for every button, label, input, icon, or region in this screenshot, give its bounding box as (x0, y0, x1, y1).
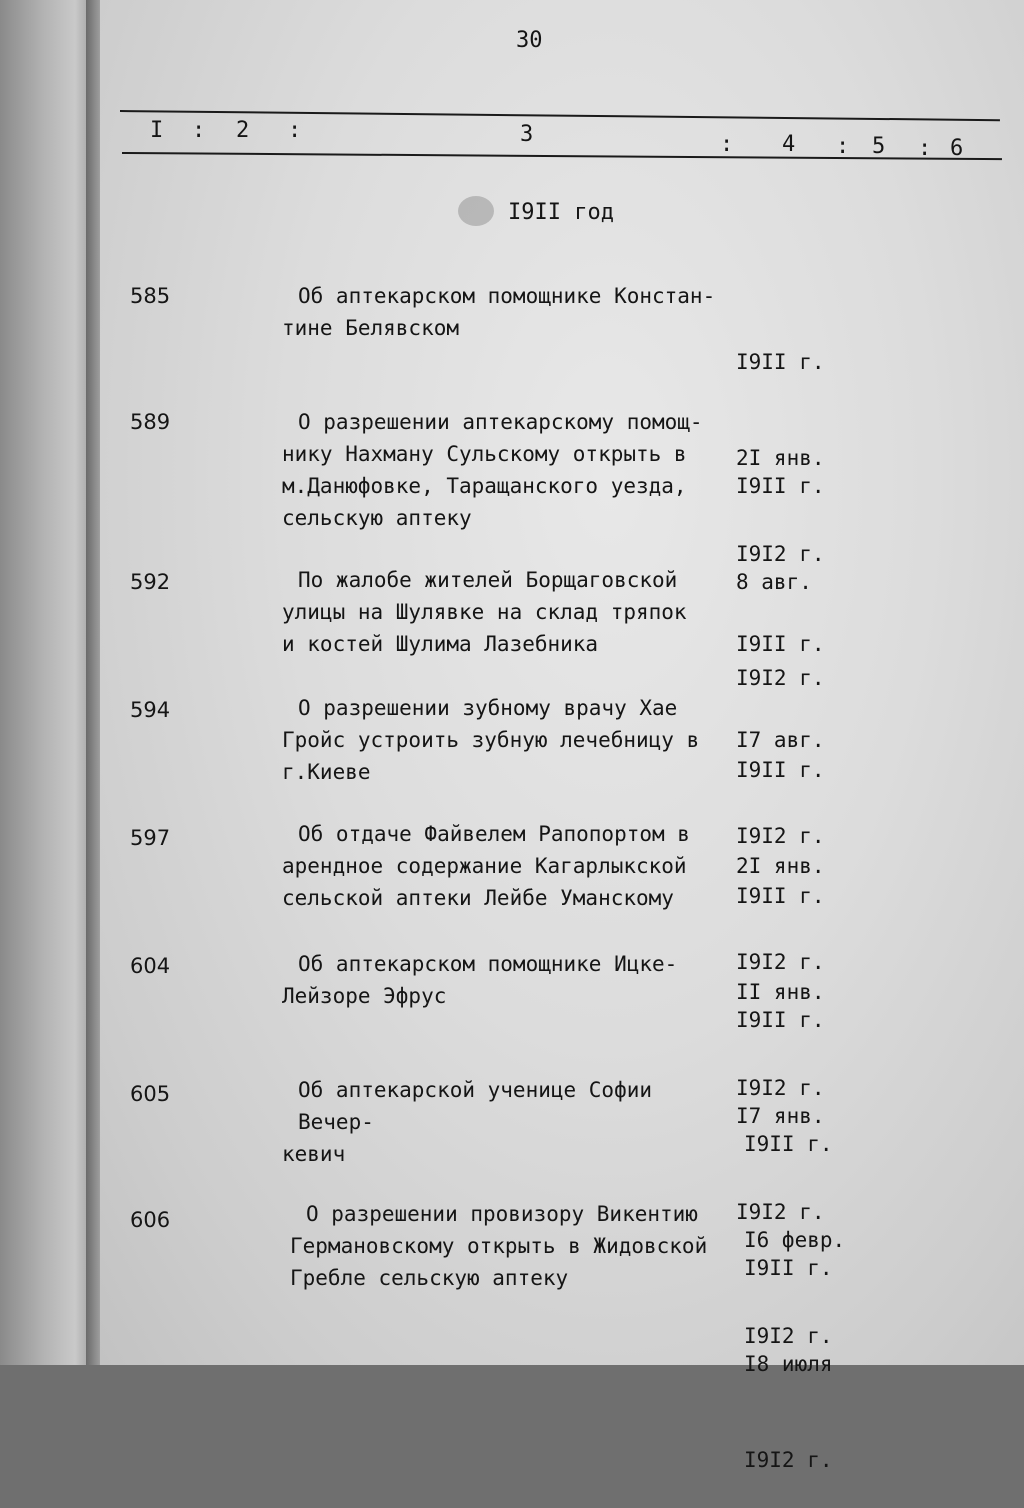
record-number: 605 (130, 1082, 171, 1106)
record-title-line: и костей Шулима Лазебника (282, 632, 599, 656)
record-title-line: нику Нахману Сульскому открыть в (282, 442, 687, 466)
record-title-line: кевич (282, 1142, 346, 1166)
record-title (282, 1074, 722, 1170)
record-title (282, 406, 722, 534)
record-title (290, 1198, 730, 1294)
faded-stamp-mark (458, 196, 494, 226)
record-title (282, 280, 722, 344)
record-number: 589 (130, 410, 171, 434)
record-number: 606 (130, 1208, 171, 1232)
record-date-line: I9II г. (736, 350, 825, 374)
record-date-line: I9II г. (744, 1256, 833, 1280)
record-date-line: I9II г. (736, 474, 825, 498)
record-date-line: I9I2 г. (736, 950, 825, 974)
record-title-line: О разрешении зубному врачу Хае (298, 696, 678, 720)
record-number: 592 (130, 570, 171, 594)
column-header-1: I (150, 118, 164, 143)
record-title-line: Гребле сельскую аптеку (290, 1266, 569, 1290)
record-date-line: I9II г. (744, 1132, 833, 1156)
column-header-6: 6 (950, 136, 964, 161)
record-number: 585 (130, 284, 171, 308)
facing-page-edge (0, 0, 100, 1365)
record-date-line: 8 авг. (736, 570, 812, 594)
column-header-separator: : (836, 134, 850, 159)
column-header-separator: : (720, 132, 734, 157)
record-title-line: Лейзоре Эфрус (282, 984, 447, 1008)
record-title-line: Об отдаче Файвелем Рапопортом в (298, 822, 690, 846)
record-title-line: тине Белявском (282, 316, 460, 340)
record-title-line: сельскую аптеку (282, 506, 472, 530)
record-title-line: Об аптекарском помощнике Ицке- (298, 952, 678, 976)
record-title-line: Гройс устроить зубную лечебницу в (282, 728, 700, 752)
record-date-line: I9II г. (736, 1008, 825, 1032)
record-number: 604 (130, 954, 171, 978)
record-date-line: I7 авг. (736, 728, 825, 752)
record-title-line: Германовскому открыть в Жидовской (290, 1234, 708, 1258)
record-date-line: I8 июля (744, 1352, 833, 1376)
record-title (282, 818, 722, 914)
record-title-line: арендное содержание Кагарлыкской (282, 854, 687, 878)
record-date-line: I9I2 г. (744, 1324, 833, 1348)
record-title-line: улицы на Шулявке на склад тряпок (282, 600, 687, 624)
record-title-line: По жалобе жителей Борщаговской (298, 568, 678, 592)
column-header-separator: : (918, 136, 932, 161)
record-number: 594 (130, 698, 171, 722)
record-title-line: О разрешении аптекарскому помощ- (298, 410, 703, 434)
record-title (282, 948, 722, 1012)
record-date-line: I9I2 г. (736, 824, 825, 848)
record-date-line: I9I2 г. (736, 1076, 825, 1100)
record-date-line: I9I2 г. (736, 666, 825, 690)
record-date-line: I7 янв. (736, 1104, 825, 1128)
page-number: 30 (516, 28, 543, 53)
column-header-separator: : (288, 118, 302, 143)
record-date-line: I9II г. (736, 758, 825, 782)
record-date-line: I9II г. (736, 632, 825, 656)
record-dates (744, 1188, 833, 1508)
record-title (282, 564, 722, 660)
record-title-line: м.Данюфовке, Таращанского уезда, (282, 474, 687, 498)
record-date-line: I9I2 г. (736, 542, 825, 566)
column-header-4: 4 (782, 132, 796, 157)
record-date-line: I9II г. (736, 884, 825, 908)
record-title (282, 692, 722, 788)
record-date-line: I6 февр. (744, 1228, 846, 1252)
record-title-line: Об аптекарском помощнике Констан- (298, 284, 716, 308)
column-header-separator: : (192, 118, 206, 143)
column-header-2: 2 (236, 118, 250, 143)
record-title-line: сельской аптеки Лейбе Уманскому (282, 886, 674, 910)
record-date-line: I9I2 г. (736, 1200, 825, 1224)
record-number: 597 (130, 826, 171, 850)
record-title-line: г.Киеве (282, 760, 371, 784)
year-heading: I9II год (508, 200, 614, 225)
record-date-line: 2I янв. (736, 446, 825, 470)
record-date-line: 2I янв. (736, 854, 825, 878)
column-header-3: 3 (520, 122, 534, 147)
record-title-line: О разрешении провизору Викентию (306, 1202, 698, 1226)
column-header-5: 5 (872, 134, 886, 159)
record-date-line: I9I2 г. (744, 1448, 833, 1472)
record-title-line: Об аптекарской ученице Софии Вечер- (298, 1078, 653, 1134)
record-date-line: II янв. (736, 980, 825, 1004)
